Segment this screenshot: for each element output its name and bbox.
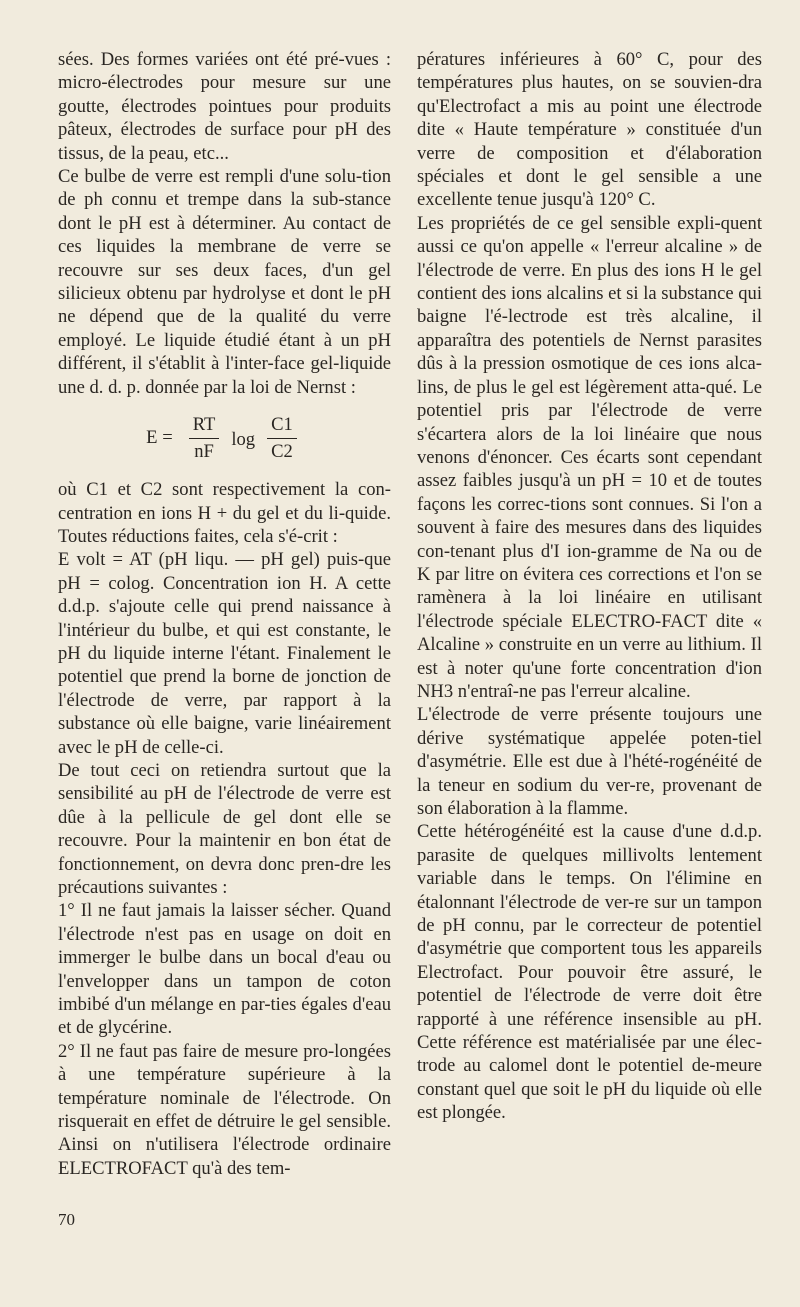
paragraph-left-3: où C1 et C2 sont respectivement la con-centration en ions H + du gel et du li-quide. Toutes réductions faites, cela s'é-crit : bbox=[58, 479, 391, 547]
paragraph-left-2: Ce bulbe de verre est rempli d'une solu-tion de ph connu et trempe dans la sub-stance dont le pH est à déterminer. Au contact de ces liquides la membrane de verre se recouvre sur ses deux faces, d'un gel silicieux obtenu par hydrolyse et dont le pH ne dépend que de la qualité du verre employé. Le liquide étudié étant à un pH différent, il s'établit à l'inter-face gel-liquide une d. d. p. donnée par la loi de Nernst : bbox=[58, 166, 391, 398]
left-column bbox=[58, 48, 391, 1180]
formula-log: log bbox=[231, 429, 256, 451]
nernst-formula bbox=[58, 401, 391, 475]
right-column bbox=[417, 48, 762, 1125]
formula-numerator-rt: RT bbox=[189, 414, 220, 439]
paragraph-right-1: pératures inférieures à 60° C, pour des températures plus hautes, on se souvien-dra qu'Electrofact a mis au point une électrode dite « Haute température » constituée d'un verre de composition et d'élaboration spéciales et dont le gel sensible a une excellente tenue jusqu'à 120° C. bbox=[417, 49, 762, 211]
paragraph-right-4: Cette hétérogénéité est la cause d'une d.d.p. parasite de quelques millivolts lentement variable dans le temps. On l'élimine en étalonnant l'électrode de ver-re sur un tampon de pH connu, par le correcteur de potentiel d'asymétrie que comportent tous les appareils Electrofact. Pour pouvoir être assuré, le potentiel de l'électrode de verre doit être rapporté à une référence insensible au pH. Cette référence est matérialisée par une élec-trode au calomel dont le potentiel de-meure constant quel que soit le pH du liquide où elle est plongée. bbox=[417, 821, 762, 1124]
formula-numerator-c1: C1 bbox=[267, 414, 297, 439]
fraction-rt-nf bbox=[189, 414, 220, 463]
paragraph-left-1: sées. Des formes variées ont été pré-vues : micro-électrodes pour mesure sur une goutte, électrodes pointues pour produits pâteux, électrodes de surface pour pH des tissus, de la peau, etc... bbox=[58, 49, 391, 164]
page-number: 70 bbox=[58, 1210, 75, 1229]
paragraph-right-3: L'électrode de verre présente toujours une dérive systématique appelée poten-tiel d'asymétrie. Elle est due à l'hété-rogénéité de la teneur en sodium du ver-re, provenant de son élaboration à la flamme. bbox=[417, 704, 762, 819]
paragraph-left-4: E volt = AT (pH liqu. — pH gel) puis-que pH = colog. Concentration ion H. A cette d.d.p. s'ajoute celle qui prend naissance à l'intérieur du bulbe, et qui est constante, le pH du liquide interne l'étant. Finalement le potentiel que prend la borne de jonction de l'électrode de verre, par rapport à la substance où elle baigne, varie linéairement avec le pH de celle-ci. bbox=[58, 549, 391, 758]
paragraph-right-2: Les propriétés de ce gel sensible expli-quent aussi ce qu'on appelle « l'erreur alcaline » de l'électrode de verre. En plus des ions H le gel contient des ions alcalins et si la substance qui baigne l'é-lectrode est très alcaline, il apparaîtra des potentiels de Nernst parasites dûs à la pression osmotique de ces ions alca-lins, de plus le gel est légèrement atta-qué. Le potentiel pris par l'électrode de verre s'écartera alors de la loi linéaire que nous venons d'énoncer. Ces écarts sont cependant assez faibles jusqu'à un pH = 10 et de toutes façons les correc-tions sont connues. Si l'on a souvent à faire des mesures dans des liquides con-tenant plus d'I ion-gramme de Na ou de K par litre on évitera ces corrections et l'on se ramènera à la loi linéaire en utilisant l'électrode spéciale ELECTRO-FACT dite « Alcaline » construite en un verre au lithium. Il est à noter qu'une forte concentration d'ion NH3 n'entraî-ne pas l'erreur alcaline. bbox=[417, 212, 762, 702]
paragraph-left-5: De tout ceci on retiendra surtout que la sensibilité au pH de l'électrode de verre est dûe à la pellicule de gel dont elle se recouvre. Pour la maintenir en bon état de fonctionnement, on devra donc pren-dre les précautions suivantes : bbox=[58, 759, 391, 898]
formula-denominator-c2: C2 bbox=[271, 440, 293, 462]
paragraph-left-7: 2° Il ne faut pas faire de mesure pro-longées à une température supérieure à la température nominale de l'électrode. On risquerait en effet de détruire le gel sensible. Ainsi on n'utilisera l'électrode ordinaire ELECTROFACT qu'à des tem- bbox=[58, 1040, 391, 1179]
formula-denominator-nf: nF bbox=[194, 440, 214, 462]
fraction-c1-c2 bbox=[267, 414, 297, 463]
formula-lhs: E = bbox=[146, 427, 173, 449]
paragraph-left-6: 1° Il ne faut jamais la laisser sécher. Quand l'électrode n'est pas en usage on doit en immerger le bulbe dans un bocal d'eau ou l'envelopper dans un tampon de coton imbibé d'un mélange en par-ties égales d'eau et de glycérine. bbox=[58, 900, 391, 1039]
